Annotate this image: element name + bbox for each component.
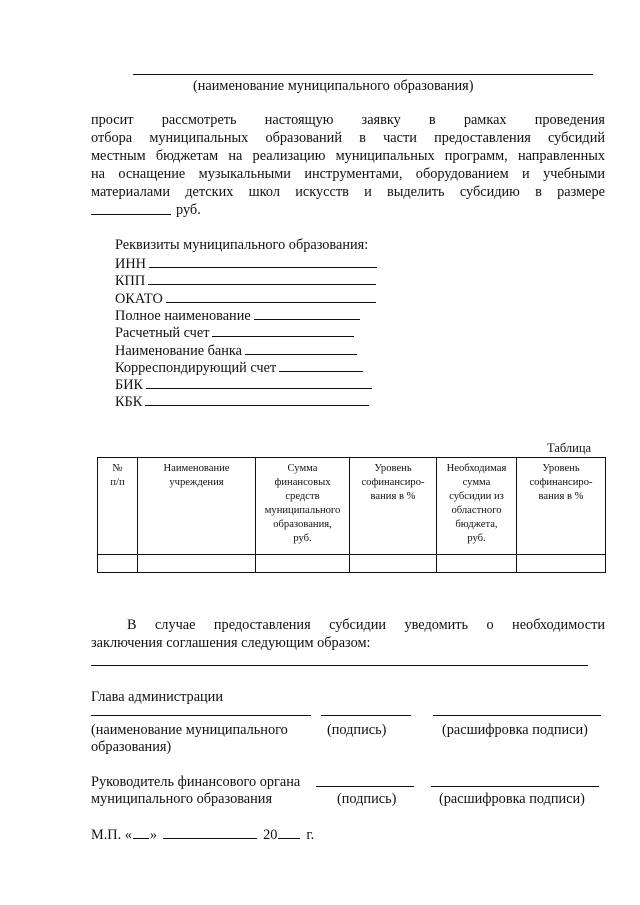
subsidy-amount-line (91, 202, 171, 215)
requisites-title: Реквизиты муниципального образования: (115, 237, 369, 253)
table-cell[interactable] (256, 555, 350, 573)
table-header-cell (256, 458, 350, 555)
requisite-field-line (145, 393, 369, 406)
municipality-name-line (133, 62, 593, 75)
requisite-field-line (148, 272, 376, 285)
requisite-bik (115, 376, 372, 394)
table-header-row (98, 458, 606, 555)
stamp-date-line (91, 826, 314, 844)
request-line-2: отбора муниципальных образований в части предоставления субсидий (91, 130, 605, 146)
table-cell[interactable] (350, 555, 437, 573)
amount-suffix: руб. (176, 202, 201, 218)
table-header-cell (437, 458, 517, 555)
requisite-label: БИК (115, 377, 144, 393)
table-header-cell (98, 458, 138, 555)
notice-line-1: В случае предоставления субсидии уведомить о необходимости (127, 617, 605, 633)
requisite-label: Полное наименование (115, 308, 251, 324)
requisite-field-line (245, 342, 357, 355)
requisite-corr-account (115, 359, 363, 377)
stamp-mid: » (149, 827, 158, 843)
header-required-subsidy: Необходимая сумма субсидии из областного бюджета, руб. (446, 463, 507, 544)
head-municipality-line (91, 703, 311, 716)
header-number: № п/п (110, 463, 125, 488)
table-cell[interactable] (437, 555, 517, 573)
requisite-label: Расчетный счет (115, 325, 210, 341)
requisite-field-line (279, 359, 363, 372)
finance-decode-line (431, 774, 599, 787)
stamp-suffix: г. (306, 827, 315, 843)
requisite-label: КБК (115, 394, 143, 410)
request-line-4: на оснащение музыкальными инструментами, оборудованием и учебными (91, 166, 605, 182)
subsidy-table (97, 457, 606, 573)
request-line-3: местным бюджетам на реализацию муниципальных программ, направленных (91, 148, 605, 164)
stamp-year: 20 (263, 827, 278, 843)
head-title: Глава администрации (91, 689, 223, 705)
head-caption-municipality-cont: образования) (91, 739, 172, 755)
requisite-label: Наименование банка (115, 343, 242, 359)
requisite-field-line (146, 376, 372, 389)
head-caption-municipality: (наименование муниципального (91, 722, 288, 738)
table-row (98, 555, 606, 573)
notice-method-line (91, 653, 588, 666)
requisite-bank-name (115, 342, 357, 360)
requisite-label: ИНН (115, 256, 146, 272)
finance-caption-decode: (расшифровка подписи) (439, 791, 585, 807)
finance-caption-signature: (подпись) (337, 791, 397, 807)
requisite-field-line (166, 290, 376, 303)
table-cell[interactable] (98, 555, 138, 573)
requisite-field-line (212, 324, 354, 337)
finance-signature-line (316, 774, 414, 787)
header-cofinancing-level-2: Уровень софинансиро- вания в % (529, 463, 593, 502)
requisite-field-line (149, 255, 377, 268)
table-cell[interactable] (517, 555, 606, 573)
head-caption-signature: (подпись) (327, 722, 387, 738)
notice-line-2: заключения соглашения следующим образом: (91, 635, 371, 651)
year-line (278, 826, 300, 839)
table-header-cell (138, 458, 256, 555)
requisite-inn (115, 255, 377, 273)
requisite-label: КПП (115, 273, 146, 289)
requisite-full-name (115, 307, 360, 325)
finance-title-2: муниципального образования (91, 791, 273, 807)
head-decode-line (433, 703, 601, 716)
header-institution: Наименование учреждения (163, 463, 230, 488)
head-signature-line (321, 703, 411, 716)
requisite-kbk (115, 393, 369, 411)
table-caption: Таблица (547, 441, 592, 455)
head-caption-decode: (расшифровка подписи) (442, 722, 588, 738)
table-header-cell (517, 458, 606, 555)
request-line-1: просит рассмотреть настоящую заявку в рамках проведения (91, 112, 605, 128)
requisite-kpp (115, 272, 376, 290)
requisite-okato (115, 290, 376, 308)
municipality-name-caption: (наименование муниципального образования) (193, 78, 474, 94)
requisite-account (115, 324, 354, 342)
header-cofinancing-level: Уровень софинансиро- вания в % (361, 463, 425, 502)
day-line (133, 826, 149, 839)
table-header-cell (350, 458, 437, 555)
month-line (163, 826, 257, 839)
requisite-field-line (254, 307, 360, 320)
requisite-label: Корреспондирующий счет (115, 360, 277, 376)
finance-title-1: Руководитель финансового органа (91, 774, 301, 790)
request-line-5: материалами детских школ искусств и выделить субсидию в размере (91, 184, 605, 200)
stamp-prefix: М.П. « (91, 827, 132, 843)
table-cell[interactable] (138, 555, 256, 573)
header-municipal-funds: Сумма финансовых средств муниципального образования, руб. (264, 463, 341, 544)
requisite-label: ОКАТО (115, 291, 163, 307)
